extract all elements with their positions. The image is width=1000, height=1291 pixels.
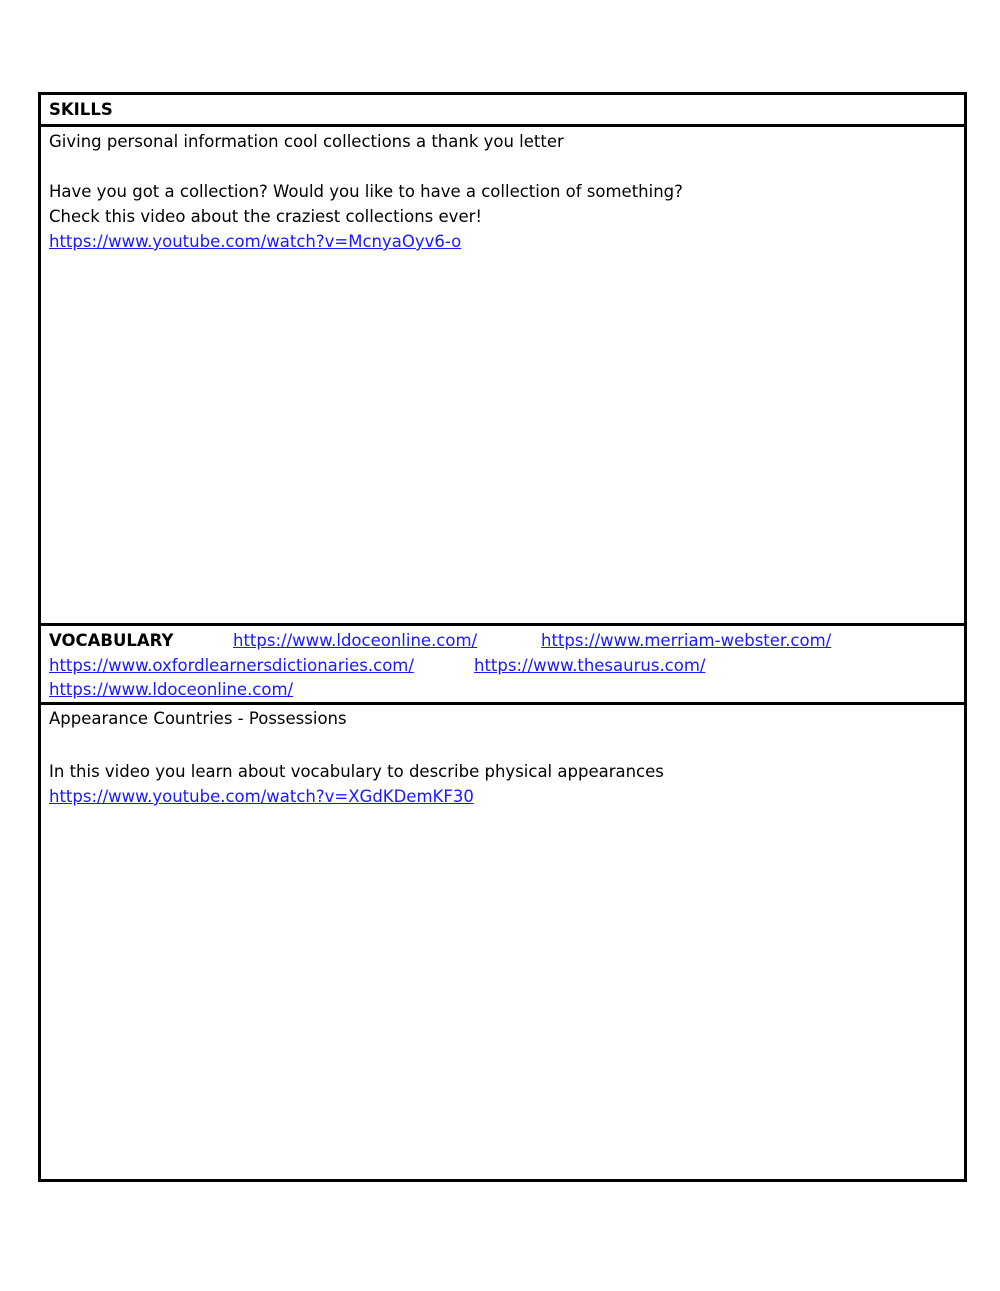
vocabulary-heading: VOCABULARY	[49, 631, 174, 650]
vocab-link-oxford[interactable]: https://www.oxfordlearnersdictionaries.com/	[49, 656, 414, 675]
vocabulary-video-link[interactable]: https://www.youtube.com/watch?v=XGdKDemKF30	[49, 787, 474, 806]
vocabulary-header-row	[41, 626, 964, 705]
skills-video-link[interactable]: https://www.youtube.com/watch?v=McnyaOyv6-o	[49, 232, 462, 251]
skills-prompt: Check this video about the craziest collections ever!	[49, 207, 482, 226]
vocabulary-body-row	[41, 705, 964, 1179]
skills-question: Have you got a collection? Would you like to have a collection of something?	[49, 182, 683, 201]
vocab-link-merriam-webster[interactable]: https://www.merriam-webster.com/	[541, 631, 832, 650]
vocab-link-thesaurus[interactable]: https://www.thesaurus.com/	[474, 656, 706, 675]
skills-topics: Giving personal information cool collections a thank you letter	[49, 132, 564, 151]
vocab-link-ldoce[interactable]: https://www.ldoceonline.com/	[233, 631, 478, 650]
skills-header-row	[41, 95, 964, 127]
vocabulary-topics: Appearance Countries - Possessions	[49, 709, 347, 728]
vocab-link-ldoce-second[interactable]: https://www.ldoceonline.com/	[49, 680, 294, 699]
worksheet-table	[38, 92, 967, 1182]
vocabulary-video-intro: In this video you learn about vocabulary to describe physical appearances	[49, 762, 664, 781]
skills-heading: SKILLS	[49, 100, 113, 119]
skills-body-row	[41, 127, 964, 626]
